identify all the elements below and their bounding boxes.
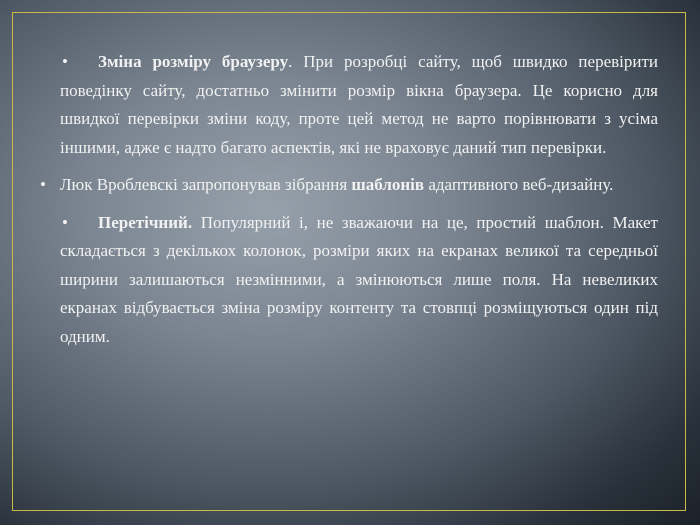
- text-wroblewski-after: адаптивного веб-дизайну.: [424, 175, 614, 194]
- bullet-item-fluid: [40, 209, 658, 352]
- term-templates: шаблонів: [351, 175, 425, 194]
- text-browser-resize: . При розробці сайту, щоб швидко перевірити поведінку сайту, достатньо змінити розмір вікна браузера. Це корисно для швидкої перевірки зміни коду, проте цей метод не варто порівнювати з усіма іншими, адже є надто багато аспектів, які не враховує даний тип перевірки.: [60, 52, 658, 157]
- bullet-icon: •: [62, 52, 68, 71]
- slide-content: [40, 48, 658, 360]
- bullet-icon: •: [40, 175, 46, 194]
- term-fluid: Перетічний.: [98, 212, 193, 232]
- term-browser-resize: Зміна розміру браузеру: [98, 52, 289, 71]
- bullet-item-browser-resize: [40, 48, 658, 162]
- bullet-item-wroblewski: [40, 171, 658, 200]
- text-wroblewski-before: Люк Вроблевскі запропонував зібрання: [60, 175, 352, 194]
- text-fluid: Популярний і, не зважаючи на це, простий шаблон. Макет складається з декількох колонок, розміри яких на екранах великої та середньої ширини залишаються незмінними, а змінюються лише поля. На невеликих екранах відбувається зміна розміру контенту та стовпці розміщуються один під одним.: [60, 212, 658, 346]
- bullet-icon: •: [62, 212, 68, 232]
